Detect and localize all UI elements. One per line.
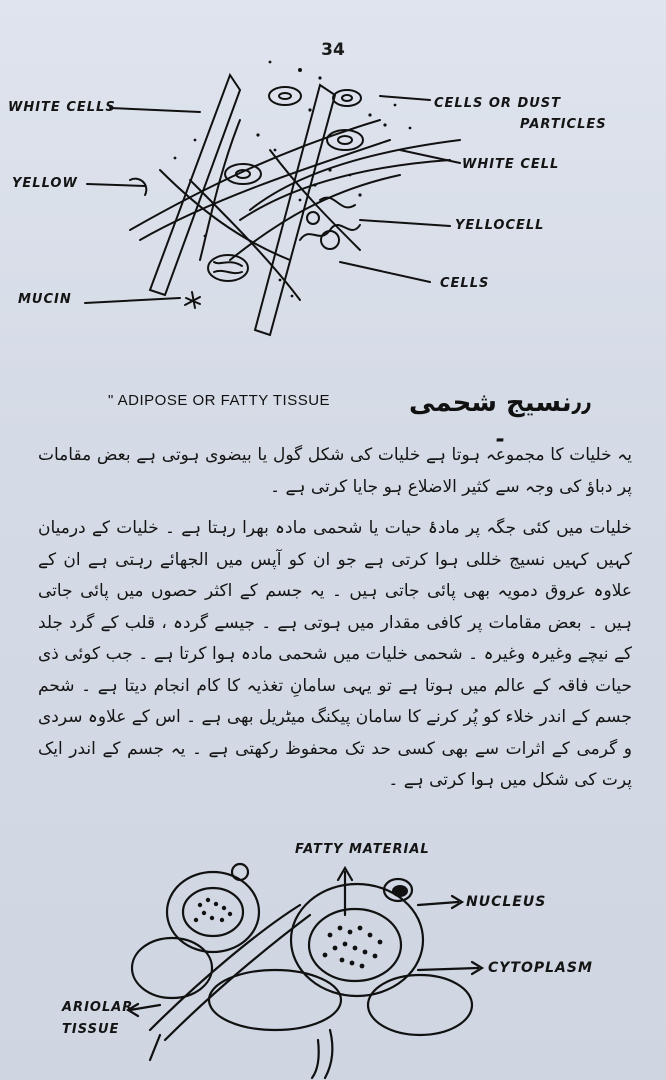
paragraph: خلیات میں کئی جگہ پر مادۂ حیات یا شحمی مادہ بھرا رہتا ہے ۔ خلیات کے درمیان کہیں کہیں نسیج خللی ہوا کرتی ہے جو ان کو آپس میں الجھائے رہتی ہے ان کے علاوہ عروق دمویہ بھی پائی جاتی ہیں ۔ یہ جسم کے اکثر حصوں میں پائی جاتی ہیں ۔ بعض مقامات پر کافی مقدار میں ہوتی ہے ۔ جیسے گردہ ، قلب کے گرد جلد کے نیچے وغیرہ وغیرہ ۔ شحمی خلیات میں شحمی مادہ ہوا کرتا ہے ۔ جب کوئی ذی حیات فاقہ کے عالم میں ہوتا ہے تو یہی سامانِ تغذیہ کا کام انجام دیتا ہے ۔ شحم جسم کے اندر خلاء کو پُر کرنے کا سامان پیکنگ میٹریل بھی ہے ۔ اس کے علاوہ سردی و گرمی کے اثرات سے بھی کسی حد تک محفوظ رکھتی ہے ۔ یہ جسم کے اندر ایک پرت کی شکل میں ہوا کرتی ہے ۔	[38, 518, 632, 790]
label-ariolar: ARIOLAR	[62, 1000, 134, 1015]
heading-english: " ADIPOSE OR FATTY TISSUE	[108, 392, 331, 409]
loose-tissue-diagram	[0, 0, 666, 380]
label-nucleus: NUCLEUS	[466, 894, 547, 910]
heading-urdu: ٫٫نسیج شحمی ۔	[408, 388, 592, 448]
label-cells: CELLS	[440, 276, 490, 291]
body-text	[38, 440, 632, 807]
label-yellow-cell: YELLOCELL	[455, 218, 545, 233]
label-white-cell: WHITE CELL	[462, 157, 560, 172]
label-cytoplasm: CYTOPLASM	[488, 960, 593, 976]
label-tissue: TISSUE	[62, 1022, 120, 1037]
label-fatty-material: FATTY MATERIAL	[295, 842, 430, 857]
label-mucin: MUCIN	[18, 292, 72, 307]
label-cells-or-dust: CELLS OR DUST	[434, 96, 562, 111]
label-yellow: YELLOW	[12, 176, 78, 191]
page-number: 34	[321, 40, 345, 60]
paragraph: یہ خلیات کا مجموعہ ہوتا ہے خلیات کی شکل گول یا بیضوی ہوتی ہے بعض مقامات پر دباؤ کی وجہ سے کثیر الاضلاع ہو جایا کرتی ہے ۔	[38, 445, 632, 497]
label-particles: PARTICLES	[520, 117, 607, 132]
label-white-cells: WHITE CELLS	[8, 100, 116, 115]
